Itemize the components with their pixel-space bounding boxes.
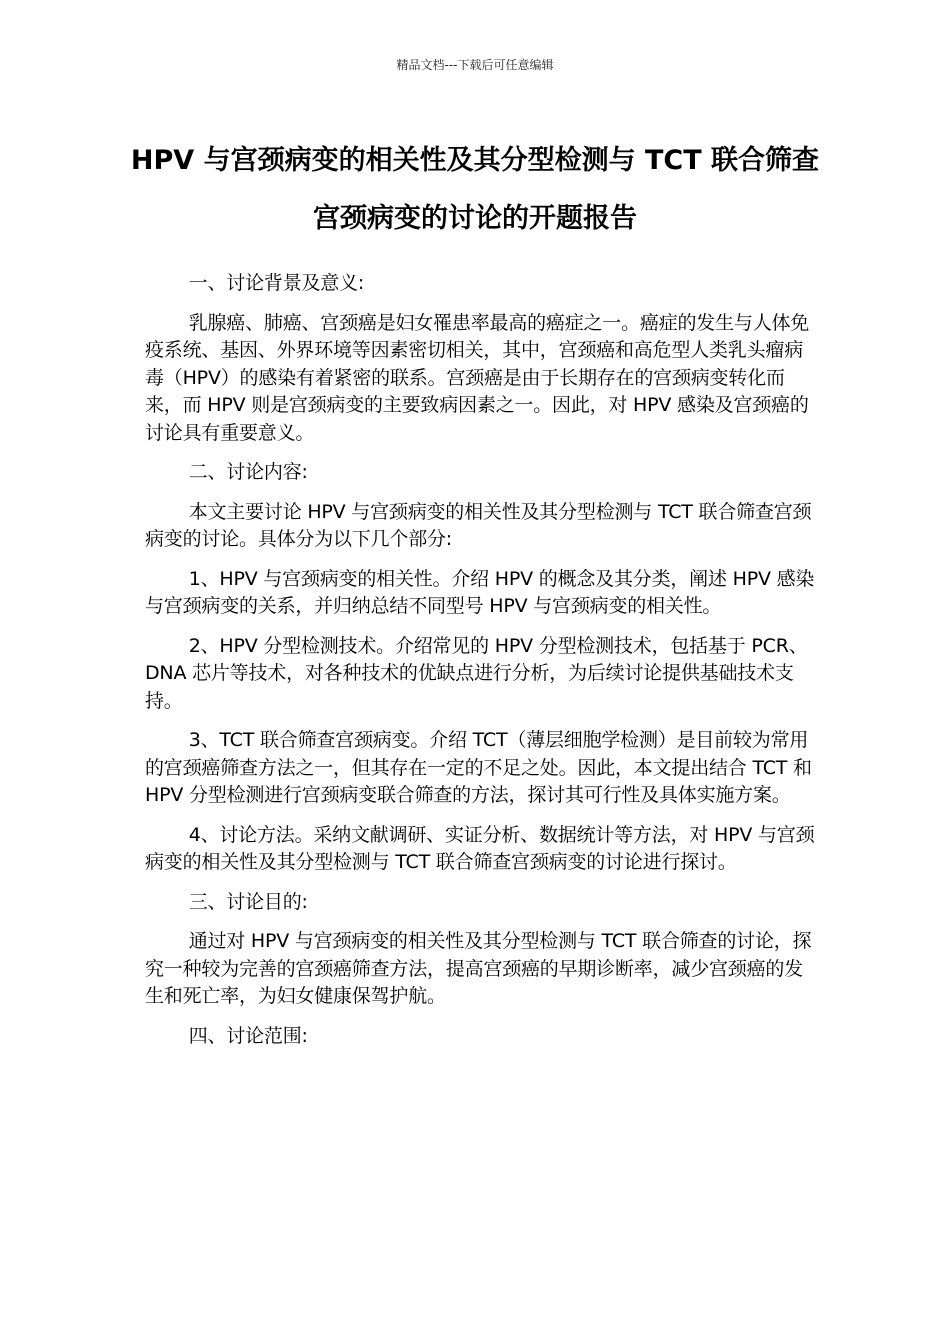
document-body [145, 270, 815, 1062]
header-note: 精品文档---下载后可任意编辑 [396, 58, 554, 72]
list-item-4: 4、讨论方法。采纳文献调研、实证分析、数据统计等方法，对 HPV 与宫颈病变的相关性及其分型检测与 TCT 联合筛查宫颈病变的讨论进行探讨。 [145, 823, 815, 873]
paragraph-purpose: 通过对 HPV 与宫颈病变的相关性及其分型检测与 TCT 联合筛查的讨论，探究一种较为完善的宫颈癌筛查方法，提高宫颈癌的早期诊断率，减少宫颈癌的发生和死亡率，为妇女健康保驾护航。 [145, 930, 812, 1007]
section-heading-content: 二、讨论内容: [188, 461, 308, 483]
section-heading-background: 一、讨论背景及意义: [188, 272, 365, 294]
list-item-1: 1、HPV 与宫颈病变的相关性。介绍 HPV 的概念及其分类，阐述 HPV 感染与宫颈病变的关系，并归纳总结不同型号 HPV 与宫颈病变的相关性。 [145, 567, 815, 617]
paragraph-background: 乳腺癌、肺癌、宫颈癌是妇女罹患率最高的癌症之一。癌症的发生与人体免疫系统、基因、外界环境等因素密切相关，其中，宫颈癌和高危型人类乳头瘤病毒（HPV）的感染有着紧密的联系。宫颈癌是由于长期存在的宫颈病变转化而来，而 HPV 则是宫颈病变的主要致病因素之一。因此，对 HPV 感染及宫颈癌的讨论具有重要意义。 [145, 311, 810, 444]
section-heading-scope: 四、讨论范围: [188, 1024, 308, 1047]
paragraph-content-intro: 本文主要讨论 HPV 与宫颈病变的相关性及其分型检测与 TCT 联合筛查宫颈病变的讨论。具体分为以下几个部分: [145, 500, 812, 550]
document-title: HPV 与宫颈病变的相关性及其分型检测与 TCT 联合筛查宫颈病变的讨论的开题报告 [130, 145, 820, 234]
list-item-3: 3、TCT 联合筛查宫颈病变。介绍 TCT（薄层细胞学检测）是目前较为常用的宫颈癌筛查方法之一，但其存在一定的不足之处。因此，本文提出结合 TCT 和 HPV 分型检测进行宫颈病变联合筛查的方法，探讨其可行性及具体实施方案。 [145, 729, 812, 806]
section-heading-purpose: 三、讨论目的: [188, 890, 308, 913]
list-item-2: 2、HPV 分型检测技术。介绍常见的 HPV 分型检测技术，包括基于 PCR、DNA 芯片等技术，对各种技术的优缺点进行分析，为后续讨论提供基础技术支持。 [145, 634, 808, 712]
